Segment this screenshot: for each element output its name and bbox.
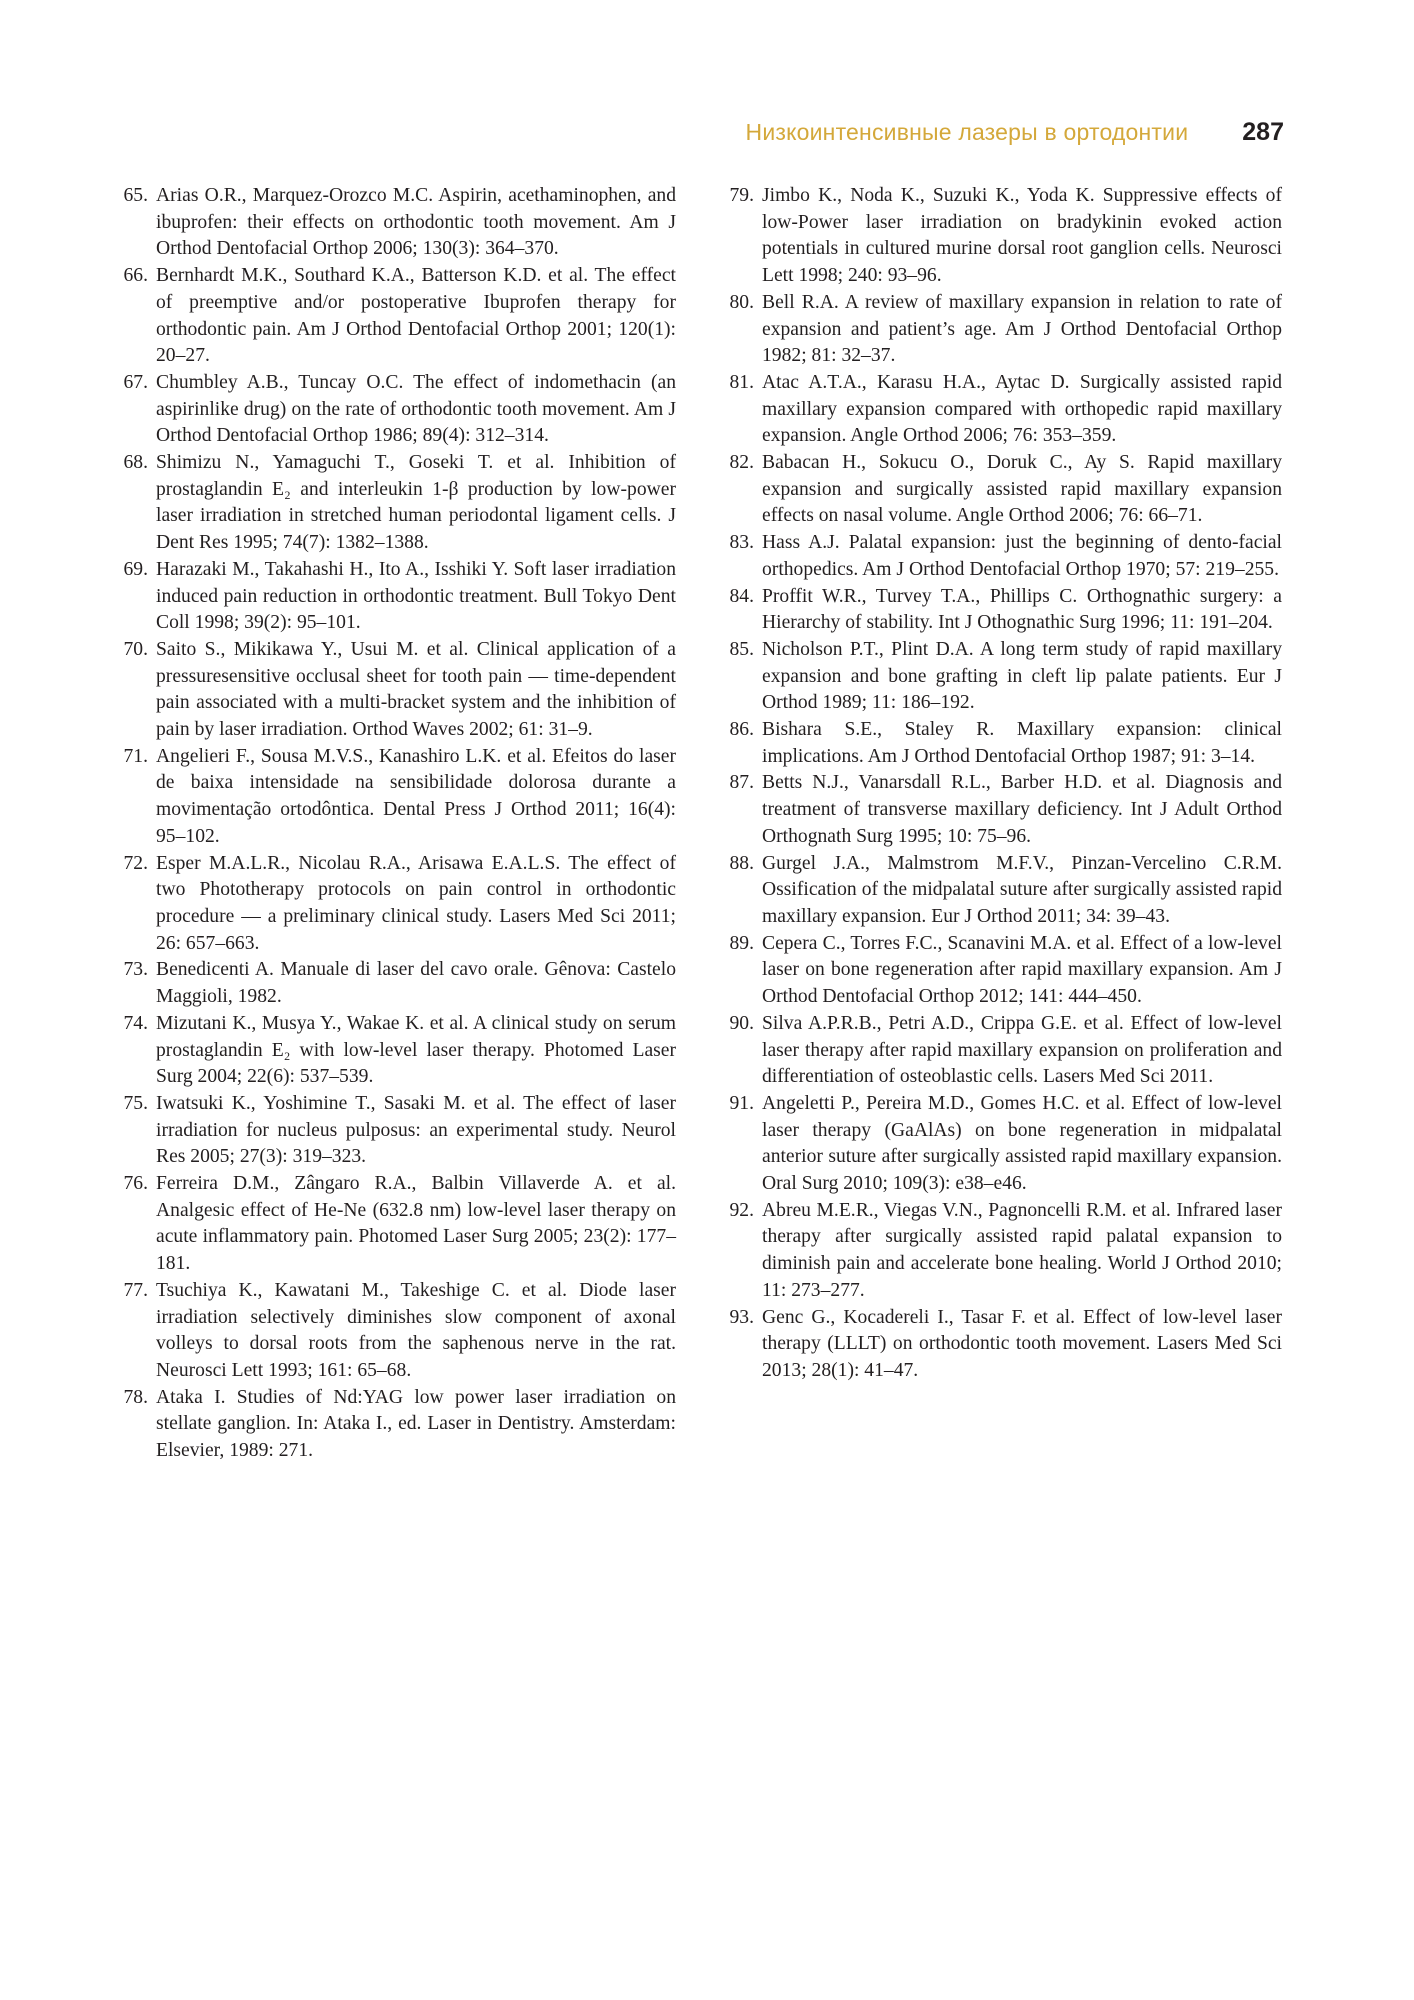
reference-item xyxy=(108,637,676,744)
reference-text: Angelieri F., Sousa M.V.S., Kanashiro L.K. et al. Efeitos do laser de baixa intensidade na sensibilidade dolorosa durante a movimentação ortodôntica. Dental Press J Orthod 2011; 16(4): 95–102. xyxy=(156,745,676,847)
reference-text: Proffit W.R., Turvey T.A., Phillips C. Orthognathic surgery: a Hierarchy of stability. Int J Othognathic Surg 1996; 11: 191–204. xyxy=(762,585,1282,634)
reference-number: 88. xyxy=(729,852,754,874)
reference-number: 76. xyxy=(123,1173,148,1195)
reference-text: Nicholson P.T., Plint D.A. A long term study of rapid maxillary expansion and bone grafting in cleft lip palate patients. Eur J Orthod 1989; 11: 186–192. xyxy=(762,638,1282,714)
reference-text: Angeletti P., Pereira M.D., Gomes H.C. et al. Effect of low-level laser therapy (GaAlAs) on bone regeneration in midpalatal anterior suture after surgically assisted rapid maxillary expansion. Oral Surg 2010; 109(3): e38–e46. xyxy=(762,1092,1282,1195)
reference-item xyxy=(108,1171,676,1278)
reference-item xyxy=(714,290,1282,370)
reference-item xyxy=(108,957,676,1010)
reference-text: Bernhardt M.K., Southard K.A., Batterson K.D. et al. The effect of preemptive and/or postoperative Ibuprofen therapy for orthodontic pain. Am J Orthod Dentofacial Orthop 2001; 120(1): 20–27. xyxy=(156,265,676,367)
reference-number: 66. xyxy=(123,265,148,287)
reference-number: 68. xyxy=(123,452,148,474)
reference-text: Harazaki M., Takahashi H., Ito A., Isshiki Y. Soft laser irradiation induced pain reduction in orthodontic treatment. Bull Tokyo Dent Coll 1998; 39(2): 95–101. xyxy=(156,558,676,634)
reference-item xyxy=(108,450,676,557)
reference-text: Genc G., Kocadereli I., Tasar F. et al. Effect of low-level laser therapy (LLLT) on orthodontic tooth movement. Lasers Med Sci 2013; 28(1): 41–47. xyxy=(762,1306,1282,1381)
reference-number: 75. xyxy=(123,1092,148,1114)
reference-item xyxy=(714,584,1282,637)
reference-number: 78. xyxy=(123,1386,148,1408)
reference-number: 70. xyxy=(123,638,148,660)
reference-item xyxy=(714,450,1282,530)
reference-text: Silva A.P.R.B., Petri A.D., Crippa G.E. et al. Effect of low-level laser therapy after rapid maxillary expansion on proliferation and differentiation of osteoblastic cells. Lasers Med Sci 2011. xyxy=(762,1012,1282,1088)
reference-text: Hass A.J. Palatal expansion: just the beginning of dento-facial orthopedics. Am J Orthod Dentofacial Orthop 1970; 57: 219–255. xyxy=(762,532,1282,580)
references-column-left xyxy=(108,183,676,1465)
reference-item xyxy=(714,1198,1282,1305)
reference-item xyxy=(714,1091,1282,1198)
reference-text: Bell R.A. A review of maxillary expansion in relation to rate of expansion and patient’s age. Am J Orthod Dentofacial Orthop 1982; 81: 32–37. xyxy=(762,291,1282,367)
reference-number: 89. xyxy=(729,932,754,954)
reference-item xyxy=(714,530,1282,583)
reference-number: 82. xyxy=(729,452,754,474)
reference-number: 92. xyxy=(729,1199,754,1221)
reference-number: 93. xyxy=(729,1306,754,1328)
reference-item xyxy=(108,744,676,851)
reference-text: Abreu M.E.R., Viegas V.N., Pagnoncelli R.M. et al. Infrared laser therapy after surgically assisted rapid palatal expansion to diminish pain and accelerate bone healing. World J Orthod 2010; 11: 273–277. xyxy=(762,1199,1282,1301)
reference-text: Babacan H., Sokucu O., Doruk C., Ay S. Rapid maxillary expansion and surgically assisted rapid maxillary expansion effects on nasal volume. Angle Orthod 2006; 76: 66–71. xyxy=(762,452,1282,527)
reference-text: Atac A.T.A., Karasu H.A., Aytac D. Surgically assisted rapid maxillary expansion compared with orthopedic rapid maxillary expansion. Angle Orthod 2006; 76: 353–359. xyxy=(762,371,1282,447)
reference-number: 71. xyxy=(123,745,148,767)
reference-text: Gurgel J.A., Malmstrom M.F.V., Pinzan-Vercelino C.R.M. Ossification of the midpalatal suture after surgically assisted rapid maxillary expansion. Eur J Orthod 2011; 34: 39–43. xyxy=(762,852,1282,927)
reference-item xyxy=(108,1011,676,1091)
references-column-right xyxy=(714,183,1282,1385)
reference-item xyxy=(714,370,1282,450)
reference-number: 83. xyxy=(729,532,754,554)
reference-text: Mizutani K., Musya Y., Wakae K. et al. A clinical study on serum prostaglandin E₂ with low-level laser therapy. Photomed Laser Surg 2004; 22(6): 537–539. xyxy=(156,1012,676,1088)
reference-item xyxy=(714,1305,1282,1385)
reference-item xyxy=(714,851,1282,931)
reference-number: 77. xyxy=(123,1279,148,1301)
reference-number: 74. xyxy=(123,1012,148,1034)
reference-item xyxy=(108,851,676,958)
reference-item xyxy=(108,1278,676,1385)
reference-text: Ferreira D.M., Zângaro R.A., Balbin Villaverde A. et al. Analgesic effect of He-Ne (632.8 nm) low-level laser therapy on acute inflammatory pain. Photomed Laser Surg 2005; 23(2): 177–181. xyxy=(156,1173,676,1275)
reference-number: 81. xyxy=(729,371,754,393)
reference-item xyxy=(108,370,676,450)
reference-text: Shimizu N., Yamaguchi T., Goseki T. et al. Inhibition of prostaglandin E₂ and interleukin 1-β production by low-power laser irradiation in stretched human periodontal ligament cells. J Dent Res 1995; 74(7): 1382–1388. xyxy=(156,452,676,554)
reference-number: 73. xyxy=(123,959,148,981)
reference-text: Benedicenti A. Manuale di laser del cavo orale. Gênova: Castelo Maggioli, 1982. xyxy=(156,959,676,1008)
reference-number: 87. xyxy=(729,772,754,794)
reference-item xyxy=(108,183,676,263)
reference-number: 65. xyxy=(123,185,148,206)
reference-item xyxy=(714,931,1282,1011)
reference-number: 86. xyxy=(729,719,754,741)
reference-item xyxy=(714,717,1282,770)
reference-text: Cepera C., Torres F.C., Scanavini M.A. et al. Effect of a low-level laser on bone regeneration after rapid maxillary expansion. Am J Orthod Dentofacial Orthop 2012; 141: 444–450. xyxy=(762,932,1282,1008)
reference-item xyxy=(108,1385,676,1465)
reference-text: Esper M.A.L.R., Nicolau R.A., Arisawa E.A.L.S. The effect of two Phototherapy protocols on pain control in orthodontic procedure — a preliminary clinical study. Lasers Med Sci 2011; 26: 657–663. xyxy=(156,852,676,954)
reference-text: Betts N.J., Vanarsdall R.L., Barber H.D. et al. Diagnosis and treatment of transverse maxillary deficiency. Int J Adult Orthod Orthognath Surg 1995; 10: 75–96. xyxy=(762,772,1282,847)
reference-text: Jimbo K., Noda K., Suzuki K., Yoda K. Suppressive effects of low-Power laser irradiation on bradykinin evoked action potentials in cultured murine dorsal root ganglion cells. Neurosci Lett 1998; 240: 93–96. xyxy=(762,185,1282,287)
reference-number: 85. xyxy=(729,638,754,660)
reference-text: Saito S., Mikikawa Y., Usui M. et al. Clinical application of a pressuresensitive occlusal sheet for tooth pain — time-dependent pain associated with a multi-bracket system and the inhibition of pain by laser irradiation. Orthod Waves 2002; 61: 31–9. xyxy=(156,638,676,741)
reference-item xyxy=(108,263,676,370)
reference-number: 72. xyxy=(123,852,148,874)
reference-number: 91. xyxy=(729,1092,754,1114)
reference-text: Chumbley A.B., Tuncay O.C. The effect of indomethacin (an aspirinlike drug) on the rate of orthodontic tooth movement. Am J Orthod Dentofacial Orthop 1986; 89(4): 312–314. xyxy=(156,371,676,447)
reference-text: Bishara S.E., Staley R. Maxillary expansion: clinical implications. Am J Orthod Dentofacial Orthop 1987; 91: 3–14. xyxy=(762,719,1282,767)
running-title: Низкоинтенсивные лазеры в ортодонтии xyxy=(745,119,1189,145)
reference-item xyxy=(108,557,676,637)
reference-number: 84. xyxy=(729,585,754,607)
reference-text: Ataka I. Studies of Nd:YAG low power laser irradiation on stellate ganglion. In: Ataka I., ed. Laser in Dentistry. Amsterdam: Elsevier, 1989: 271. xyxy=(156,1386,676,1462)
reference-number: 90. xyxy=(729,1012,754,1034)
reference-number: 67. xyxy=(123,371,148,393)
reference-item xyxy=(714,637,1282,717)
reference-text: Iwatsuki K., Yoshimine T., Sasaki M. et al. The effect of laser irradiation for nucleus pulposus: an experimental study. Neurol Res 2005; 27(3): 319–323. xyxy=(156,1092,676,1168)
reference-number: 69. xyxy=(123,558,148,580)
reference-text: Arias O.R., Marquez-Orozco M.C. Aspirin, acethaminophen, and ibuprofen: their effects on orthodontic tooth movement. Am J Orthod Dentofacial Orthop 2006; 130(3): 364–370. xyxy=(156,185,676,260)
reference-item xyxy=(714,770,1282,850)
reference-number: 79. xyxy=(729,185,754,206)
page-number: 287 xyxy=(1242,118,1284,146)
reference-item xyxy=(108,1091,676,1171)
reference-number: 80. xyxy=(729,291,754,313)
reference-item xyxy=(714,183,1282,290)
reference-text: Tsuchiya K., Kawatani M., Takeshige C. et al. Diode laser irradiation selectively diminishes slow component of axonal volleys to dorsal roots from the saphenous nerve in the rat. Neurosci Lett 1993; 161: 65–68. xyxy=(156,1279,676,1381)
reference-item xyxy=(714,1011,1282,1091)
page-header xyxy=(746,118,1284,154)
